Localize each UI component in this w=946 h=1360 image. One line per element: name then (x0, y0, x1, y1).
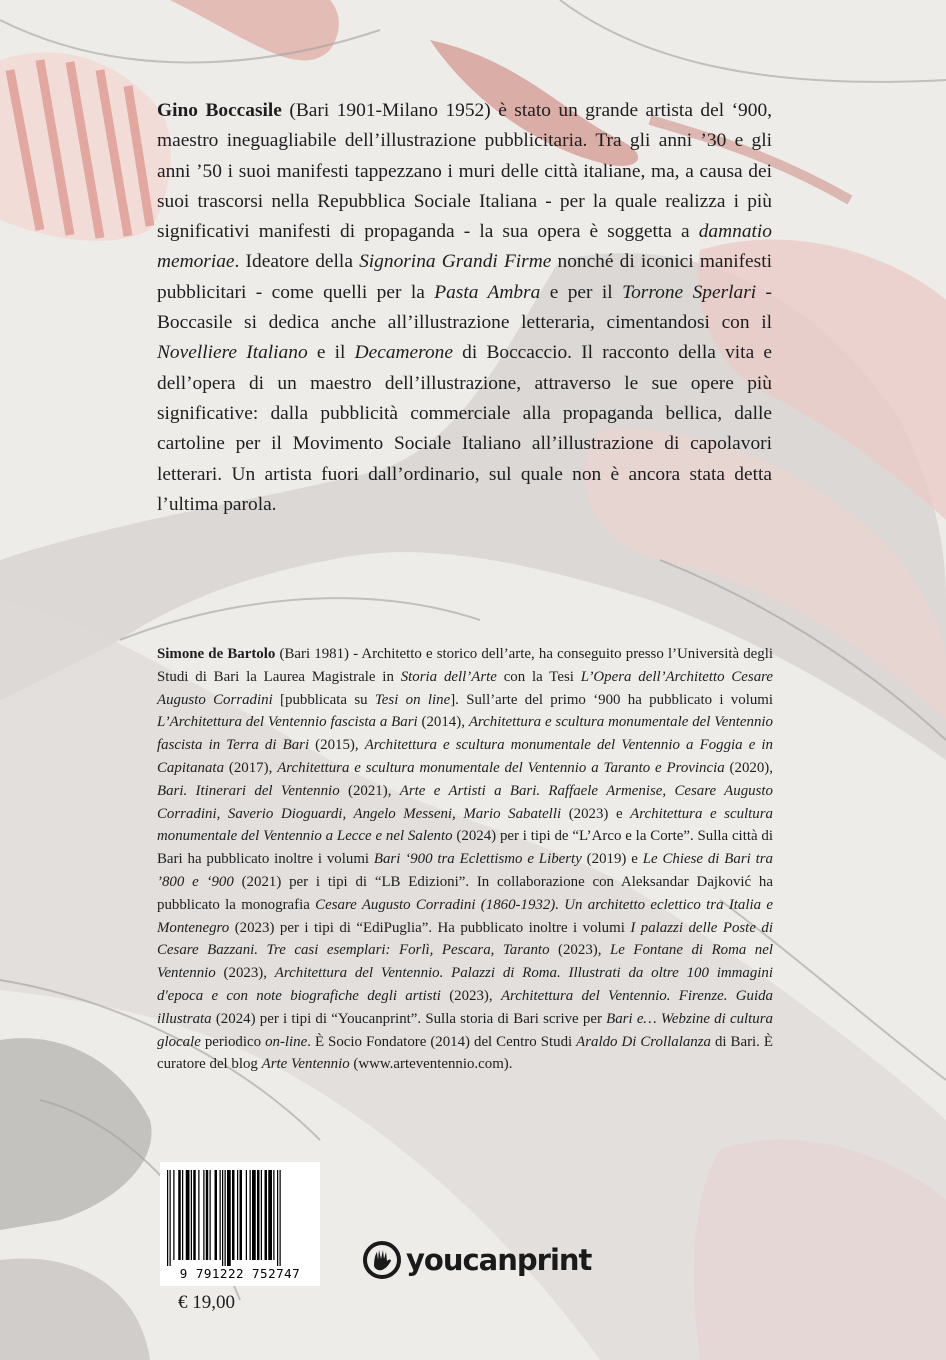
blurb-paragraph (157, 96, 772, 520)
blurb-text: - Boccasile si dedica anche all’illustrazione letteraria, cimentandosi con il (157, 281, 773, 334)
hand-circle-icon (362, 1240, 402, 1280)
barcode-bar (170, 1170, 171, 1266)
bio-text: (2024) per i tipi de “L’Arco e la Corte”. Sulla città di Bari ha pubblicato inoltre i volumi (157, 828, 773, 868)
barcode-bar (178, 1170, 181, 1260)
bio-text: (www.arteventennio.com). (349, 1056, 513, 1073)
blurb-text: (Bari 1901-Milano 1952) è stato un grande artista del ‘900, maestro ineguagliabile dell’illustrazione pubblicitaria. Tra gli anni ’30 e gli anni ’50 i suoi manifesti tappezzano i muri delle città italiane, ma, a causa dei suoi trascorsi nella Repubblica Sociale Italiana - per la quale realizza i più significativi manifesti di propaganda - la sua opera è soggetta a (157, 100, 772, 243)
barcode-bar (252, 1170, 256, 1260)
blurb-italic: Signorina Grandi Firme (359, 251, 552, 273)
bio-italic: Cesare Augusto Corradini (1860-1932). Un architetto eclettico tra Italia e Montenegro (157, 896, 773, 936)
bio-italic: Le Chiese di Bari tra ’800 e ‘900 (157, 851, 773, 890)
bio-text: (2021) per i tipi di “LB Edizioni”. In collaborazione con Aleksandar Dajković ha pubblicato la monografia (157, 873, 773, 913)
bio-text: periodico (200, 1033, 266, 1050)
bio-text: (2023) e (561, 805, 631, 822)
bio-italic: L’Architettura del Ventennio fascista a Bari (157, 714, 418, 731)
blurb-text: . Ideatore della (234, 251, 360, 273)
bio-italic: L’Opera dell’Architetto Cesare Augusto Corradini (157, 668, 773, 708)
barcode-bar (280, 1170, 281, 1266)
barcode-bar (198, 1170, 199, 1260)
barcode-bar (232, 1170, 235, 1260)
barcode-bar (206, 1170, 209, 1260)
blurb-italic: damnatio memoriae (157, 221, 772, 273)
bio-text: (2021), (339, 782, 400, 799)
blurb-text: e per il (540, 281, 623, 303)
bio-italic: Araldo Di Crollalanza (576, 1033, 711, 1050)
barcode-bar (257, 1170, 260, 1260)
blurb-text: nonché di iconici manifesti pubblicitari - come quelli per la (157, 251, 772, 303)
bio-italic: Bari e… Webzine di cultura glocale (157, 1010, 773, 1050)
bio-italic: Le Fontane di Roma nel Ventennio (157, 942, 774, 982)
bio-italic: Architettura e scultura monumentale del Ventennio a Lecce e nel Salento (157, 805, 773, 845)
barcode-bar (210, 1170, 211, 1260)
publisher-name: youcanprint (406, 1243, 592, 1277)
bio-text: (2024) per i tipi di “Youcanprint”. Sulla storia di Bari scrive per (211, 1010, 607, 1027)
barcode-bar (227, 1170, 231, 1266)
author-bio (157, 643, 773, 1076)
bio-text: (2015), (309, 737, 365, 754)
barcode-bar (215, 1170, 218, 1260)
barcode-bar (268, 1170, 272, 1260)
bio-italic: Tesi on line (374, 691, 451, 708)
bio-italic: Bari ‘900 tra Eclettismo e Liberty (373, 851, 582, 868)
barcode-bar (220, 1170, 221, 1260)
barcode-digits: 9 791222 752747 (179, 1266, 301, 1281)
barcode-bar (277, 1170, 278, 1266)
bio-text: (2023), (215, 965, 275, 982)
barcode-bar (237, 1170, 238, 1260)
isbn-barcode (160, 1162, 320, 1286)
barcode-bar (273, 1170, 274, 1260)
bio-text: (2023) per i tipi di “EdiPuglia”. Ha pubblicato inoltre i volumi (229, 919, 631, 936)
barcode-bar (246, 1170, 247, 1260)
bio-text: (Bari 1981) - Architetto e storico dell’arte, ha conseguito presso l’Università degli Studi di Bari la Laurea Magistrale in (157, 646, 774, 685)
bio-text: (2017), (224, 759, 278, 776)
blurb-italic: Pasta Ambra (434, 281, 541, 303)
blurb-italic: Torrone Sperlari (622, 281, 757, 303)
bio-text: . È Socio Fondatore (2014) del Centro Studi (307, 1033, 577, 1050)
bio-text: di Bari. È curatore del blog (157, 1033, 773, 1073)
bio-text: (2023), (440, 987, 501, 1004)
barcode-bar (225, 1170, 226, 1266)
barcode-bar (173, 1170, 174, 1260)
barcode-bar (191, 1170, 192, 1260)
barcode-bar (203, 1170, 204, 1260)
blurb-italic: Novelliere Italiano (157, 342, 308, 364)
blurb-text: e il (307, 342, 355, 364)
blurb-italic: Decamerone (354, 342, 453, 364)
bio-italic: Storia dell’Arte (400, 668, 497, 685)
blurb-author-name: Gino Boccasile (157, 100, 282, 121)
bio-paragraph (157, 643, 773, 1076)
blurb-text: di Boccaccio. Il racconto della vita e dell’opera di un maestro dell’illustrazione, attraverso le sue opere più significative: dalla pubblicità commerciale alla propaganda bellica, dalle cartoline per il Movimento Sociale Italiano all’illustrazione di capolavori letterari. Un artista fuori dall’ordinario, sul quale non è ancora stata detta l’ultima parola. (157, 342, 772, 515)
barcode-bar (240, 1170, 243, 1260)
bio-italic: Arte e Artisti a Bari. Raffaele Armenise, Cesare Augusto Corradini, Saverio Dioguardi, Angelo Messeni, Mario Sabatelli (157, 782, 773, 822)
bio-italic: Architettura del Ventennio. Firenze. Guida illustrata (157, 987, 773, 1027)
barcode-bar (186, 1170, 190, 1260)
barcode-bar (193, 1170, 196, 1260)
bio-italic: Architettura e scultura monumentale del Ventennio a Foggia e in Capitanata (157, 737, 773, 776)
bio-italic: on-line (265, 1033, 308, 1050)
bio-italic: Architettura del Ventennio. Palazzi di Roma. Illustrati da oltre 100 immagini d'epoca e con note biografiche degli artisti (157, 965, 773, 1004)
bio-italic: I palazzi delle Poste di Cesare Bazzani. Tre casi esemplari: Forlì, Pescara, Taranto (157, 919, 773, 959)
bio-text: [pubblicata su (272, 691, 375, 708)
bio-italic: Arte Ventennio (261, 1056, 350, 1073)
barcode-bars (167, 1170, 313, 1266)
barcode-bar (167, 1170, 168, 1266)
bio-text: ]. Sull’arte del primo ‘900 ha pubblicato i volumi (450, 691, 773, 708)
bio-italic: Architettura e scultura monumentale del Ventennio fascista in Terra di Bari (157, 714, 773, 754)
barcode-bar (182, 1170, 183, 1260)
bio-italic: Architettura e scultura monumentale del Ventennio a Taranto e Provincia (277, 759, 725, 776)
price-label: € 19,00 (178, 1292, 235, 1313)
publisher-logo (362, 1232, 591, 1288)
back-cover-blurb (157, 96, 772, 520)
bio-text: (2019) e (581, 851, 643, 868)
bio-text: (2014), (417, 714, 469, 731)
bio-author-name: Simone de Bartolo (157, 646, 276, 662)
barcode-bar (250, 1170, 251, 1260)
bio-text: con la Tesi (496, 668, 581, 685)
bio-italic: Bari. Itinerari del Ventennio (157, 782, 340, 799)
bio-text: (2020), (724, 759, 773, 776)
barcode-bar (261, 1170, 262, 1260)
barcode-bar (222, 1170, 223, 1266)
bio-text: (2023), (549, 942, 610, 959)
barcode-bar (265, 1170, 268, 1260)
